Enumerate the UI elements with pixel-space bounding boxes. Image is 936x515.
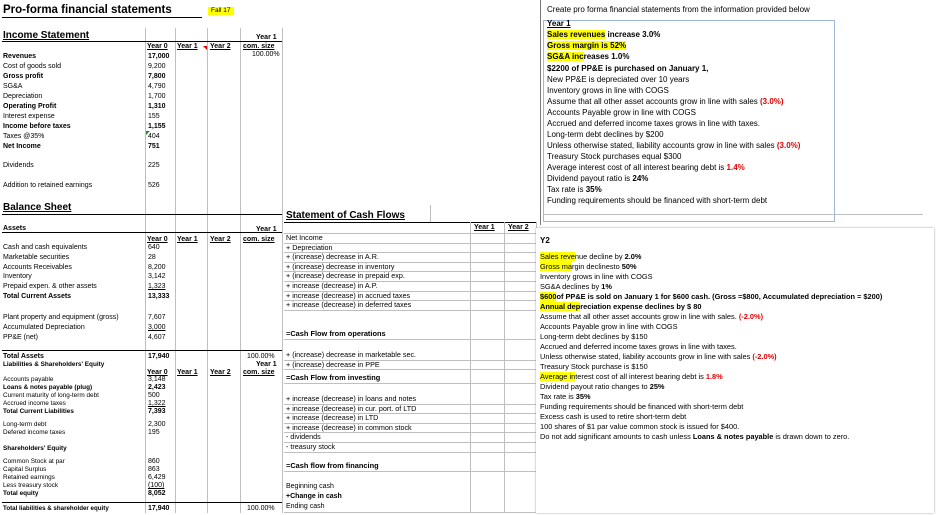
income-row-value[interactable]: 9,200	[148, 63, 166, 70]
n2-l2a: Gross ma	[540, 262, 573, 271]
total-le-label: Total liabilities & shareholder equity	[3, 505, 109, 512]
income-row-value[interactable]: 751	[148, 143, 160, 150]
income-statement-heading: Income Statement	[3, 30, 90, 41]
n1-l11b: (3.0%)	[776, 141, 801, 150]
col-year0: Year 0	[147, 43, 168, 50]
equity-row-value[interactable]: 863	[148, 466, 160, 473]
n2-l13b: terest cost of all interest bearing debt is	[575, 372, 706, 381]
liability-row-label: Total Current Liabilities	[3, 408, 74, 415]
col-year1-comsize-label: Year 1	[256, 34, 277, 41]
n2-l7b: (-2.0%)	[738, 312, 764, 321]
income-row-value[interactable]: 155	[148, 113, 160, 120]
n2-l2b: rgin declinesto	[572, 262, 622, 271]
cf-line-item: + (increase) decrease in inventory	[286, 261, 395, 271]
n2-l19b: Loans & notes payable	[692, 432, 774, 441]
current-asset-row-value[interactable]: 3,142	[148, 273, 166, 281]
cashflow-heading: Statement of Cash Flows	[286, 210, 405, 221]
income-row-label: Income before taxes	[3, 123, 71, 130]
cf-line-item: + increase (decrease) in deferred taxes	[286, 300, 412, 310]
liability-row-label: Loans & notes payable (plug)	[3, 384, 93, 391]
n2-l7a: Assume that all other asset accounts grow in line with sales.	[540, 312, 739, 321]
longterm-row-label: Long-term debt	[3, 421, 47, 428]
n1-l5: New PP&E is depreciated over 10 years	[547, 75, 690, 84]
n2-l9: Long-term debt declines by $150	[540, 332, 648, 341]
retained-value[interactable]: 526	[148, 182, 160, 189]
bs-col-year1: Year 1	[177, 236, 198, 243]
n2-l5b: of PP&E is sold on January 1 for $600 cash. (Gross =$800, Accumulated depreciation = $200)	[556, 292, 883, 301]
cf-line-item: Net Income	[286, 233, 323, 242]
income-row-label: Revenues	[3, 53, 37, 60]
cf-line-item: + increase (decrease) in A.P.	[286, 281, 378, 290]
retained-label: Addition to retained earnings	[3, 182, 93, 189]
n2-l6b: reciation expense declines by $ 80	[580, 302, 702, 311]
bs-col-comsize: com. size	[243, 236, 275, 243]
cf-ending: Ending cash	[286, 503, 325, 510]
cf-line-item: + (increase) decrease in marketable sec.	[286, 350, 417, 359]
col-year2: Year 2	[210, 43, 231, 50]
cf-line-item: + increase (decrease) in accrued taxes	[286, 290, 411, 300]
n2-l1c: 2.0%	[624, 252, 642, 261]
bs-col-year1-label: Year 1	[256, 226, 277, 233]
equity-row-value[interactable]: (100)	[148, 482, 165, 489]
equity-row-value[interactable]: 6,429	[148, 474, 166, 481]
n2-l10: Accrued and deferred income taxes grows in line with taxes.	[540, 342, 737, 351]
liability-row-label: Current maturity of long-term debt	[3, 392, 99, 399]
income-row-label: Taxes @35%	[3, 133, 45, 140]
current-asset-row-label: Cash and cash equivalents	[3, 244, 88, 251]
n2-l15b: 35%	[575, 392, 591, 401]
current-asset-row-value[interactable]: 640	[148, 244, 160, 251]
current-asset-row-label: Accounts Receivables	[3, 263, 72, 271]
total-assets-label: Total Assets	[3, 353, 44, 360]
n2-l11b: (-2.0%)	[752, 352, 777, 361]
n1-l15a: Tax rate is	[547, 185, 586, 194]
cf-inv-total: =Cash Flow from investing	[286, 373, 381, 382]
n1-l6: Inventory grows in line with COGS	[547, 86, 669, 95]
income-row-label: Interest expense	[3, 113, 55, 120]
n2-l19a: Do not add significant amounts to cash unless	[540, 432, 693, 441]
longterm-row-label: Defered income taxes	[3, 429, 66, 436]
fixed-asset-row-value[interactable]: 3,000	[148, 323, 166, 331]
n2-l3: Inventory grows in line with COGS	[540, 272, 653, 281]
liab-equity-label: Liabilities & Shareholders' Equity	[3, 361, 105, 368]
current-asset-row-label: Total Current Assets	[3, 293, 72, 300]
assets-label: Assets	[3, 225, 26, 232]
instructions-year2	[536, 228, 934, 513]
liability-row-value[interactable]: 3,148	[148, 376, 166, 383]
equity-row-value[interactable]: 8,052	[148, 490, 166, 497]
income-row-label: Depreciation	[3, 93, 43, 100]
income-row-value[interactable]: 7,800	[148, 73, 166, 80]
total-le-value[interactable]: 17,940	[148, 505, 170, 512]
n2-l16: Funding requirements should be financed with short-term debt	[540, 402, 744, 411]
sheet-title: Pro-forma financial statements	[3, 4, 172, 16]
liability-row-value[interactable]: 1,322	[148, 400, 166, 407]
notes2-year: Y2	[540, 236, 550, 245]
cf-col-year1: Year 1	[474, 224, 495, 231]
income-row-value[interactable]: 404	[148, 133, 160, 140]
n2-l5a: $600	[540, 292, 557, 301]
n1-l12: Treasury Stock purchases equal $300	[547, 152, 682, 161]
cf-change: +Change in cash	[286, 493, 342, 500]
equity-row-label: Total equity	[3, 490, 39, 497]
n1-l2: Gross margin is 52%	[547, 41, 627, 50]
longterm-row-value[interactable]: 195	[148, 429, 160, 436]
n1-l13a: Average interest cost of all interest bearing debt is	[547, 163, 727, 172]
current-asset-row-value[interactable]: 13,333	[148, 293, 170, 300]
income-row-label: SG&A	[3, 83, 23, 90]
fixed-asset-row-label: Plant property and equipment (gross)	[3, 314, 119, 321]
cf-line-item: + (increase) decrease in PPE	[286, 359, 380, 369]
n1-l14b: 24%	[632, 174, 649, 183]
col-year1: Year 1	[177, 43, 198, 50]
total-assets-value[interactable]: 17,940	[148, 353, 170, 360]
n2-l8: Accounts Payable grow in line with COGS	[540, 322, 678, 331]
income-row-label: Gross profit	[3, 73, 44, 80]
fixed-asset-row-value[interactable]: 4,607	[148, 333, 166, 341]
n1-l8: Accounts Payable grow in line with COGS	[547, 108, 696, 117]
n2-l11a: Unless otherwise stated, liability accounts grow in line with sales	[540, 352, 753, 361]
income-row-value[interactable]: 4,790	[148, 83, 166, 90]
n1-l1a: Sales revenues	[547, 30, 606, 39]
cf-fin-total: =Cash flow from financing	[286, 461, 379, 470]
n1-l16: Funding requirements should be financed with short-term debt	[547, 196, 768, 205]
n2-l1a: Sales reve	[540, 252, 575, 261]
n1-l11a: Unless otherwise stated, liability accounts grow in line with sales	[547, 141, 777, 150]
fixed-asset-row-label: PP&E (net)	[3, 333, 39, 341]
cf-line-item: - treasury stock	[286, 442, 336, 451]
cf-beginning: Beginning cash	[286, 483, 334, 490]
cf-col-year2: Year 2	[508, 224, 529, 231]
n2-l6a: Annual dep	[540, 302, 581, 311]
cf-line-item: + Depreciation	[286, 242, 333, 252]
liability-row-label: Accrued income taxes	[3, 400, 66, 407]
n1-l3a: SG&A inc	[547, 52, 584, 61]
income-row-value[interactable]: 1,700	[148, 93, 166, 100]
n2-l17: Excess cash is used to retire short-term debt	[540, 412, 687, 421]
equity-row-label: Less treasury stock	[3, 482, 59, 489]
col-comsize: com. size	[243, 43, 275, 50]
n2-l12: Treasury Stock purchase is $150	[540, 362, 648, 371]
n2-l4a: SG&A declines by	[540, 282, 602, 291]
current-asset-row-value[interactable]: 28	[148, 253, 156, 261]
n2-l14b: 25%	[649, 382, 665, 391]
cf-line-item: + increase (decrease) in cur. port. of LTD	[286, 403, 417, 413]
n2-l18: 100 shares of $1 par value common stock is issued for $400.	[540, 422, 740, 431]
total-assets-pct: 100.00%	[247, 353, 275, 360]
n1-l15b: 35%	[585, 185, 602, 194]
current-asset-row-value[interactable]: 8,200	[148, 263, 166, 271]
income-row-label: Net Income	[3, 143, 41, 150]
income-row-value[interactable]: 1,155	[148, 123, 166, 130]
dividends-value[interactable]: 225	[148, 162, 160, 169]
n2-l13c: 1.8%	[705, 372, 723, 381]
n1-l9: Accrued and deferred income taxes grows in line with taxes.	[547, 119, 760, 128]
equity-label: Shareholders' Equity	[3, 445, 67, 452]
cf-line-item: + (increase) decrease in prepaid exp.	[286, 271, 405, 281]
liability-row-label: Accounts payable	[3, 376, 54, 383]
liab-col-year2: Year 2	[210, 369, 231, 376]
comsize-value: 100.00%	[252, 51, 280, 58]
liability-row-value[interactable]: 500	[148, 392, 160, 399]
n2-l2c: 50%	[621, 262, 637, 271]
n1-l10: Long-term debt declines by $200	[547, 130, 664, 139]
income-row-value[interactable]: 17,000	[148, 53, 170, 60]
liab-col-comsize: com. size	[243, 369, 275, 376]
income-row-value[interactable]: 1,310	[148, 103, 166, 110]
current-asset-row-value[interactable]: 1,323	[148, 283, 166, 291]
n1-l4: $2200 of PP&E is purchased on January 1,	[547, 64, 709, 73]
cf-line-item: + increase (decrease) in loans and notes	[286, 394, 417, 403]
n1-l1b: increase 3.0%	[605, 30, 661, 39]
equity-row-label: Retained earnings	[3, 474, 55, 481]
cf-line-item: + increase (decrease) in LTD	[286, 413, 379, 423]
equity-row-label: Common Stock at par	[3, 458, 65, 465]
current-asset-row-label: Inventory	[3, 273, 32, 281]
liab-col-year1: Year 1	[177, 369, 198, 376]
n2-l14a: Dividend payout ratio changes to	[540, 382, 650, 391]
n2-l1b: nue decline by	[574, 252, 625, 261]
fixed-asset-row-value[interactable]: 7,607	[148, 314, 166, 321]
n1-l14a: Dividend payout ratio is	[547, 174, 633, 183]
current-asset-row-label: Prepaid expen. & other assets	[3, 283, 97, 291]
instructions-year1	[540, 0, 931, 225]
cf-line-item: + (increase) decrease in A.R.	[286, 252, 379, 262]
n2-l19c: is drawn down to zero.	[773, 432, 850, 441]
n1-l7a: Assume that all other asset accounts grow in line with sales	[547, 97, 760, 106]
n2-l13a: Average in	[540, 372, 576, 381]
liab-col-year0: Year 0	[147, 369, 168, 376]
n2-l15a: Tax rate is	[540, 392, 576, 401]
n1-l3b: reases 1.0%	[583, 52, 630, 61]
balance-sheet-heading: Balance Sheet	[3, 202, 72, 213]
cf-line-item: + increase (decrease) in common stock	[286, 422, 412, 432]
dividends-label: Dividends	[3, 162, 34, 169]
longterm-row-value[interactable]: 2,300	[148, 421, 166, 428]
n2-l4b: 1%	[601, 282, 612, 291]
equity-row-label: Capital Surplus	[3, 466, 47, 473]
equity-row-value[interactable]: 860	[148, 458, 160, 465]
notes1-intro: Create pro forma financial statements from the information provided below	[547, 5, 810, 14]
term-badge: Fall 17	[208, 7, 234, 15]
income-row-label: Operating Profit	[3, 103, 57, 110]
cf-line-item: - dividends	[286, 432, 321, 442]
current-asset-row-label: Marketable securities	[3, 253, 70, 261]
income-row-label: Cost of goods sold	[3, 63, 61, 70]
cf-ops-total: =Cash Flow from operations	[286, 329, 386, 338]
n1-l13b: 1.4%	[726, 163, 745, 172]
total-le-pct: 100.00%	[247, 505, 275, 512]
fixed-asset-row-label: Accumulated Depreciation	[3, 323, 85, 331]
bs-col-year2: Year 2	[210, 236, 231, 243]
n1-l7b: (3.0%)	[760, 97, 784, 106]
notes1-year: Year 1	[547, 19, 571, 28]
liab-col-year1-label: Year 1	[256, 361, 277, 368]
liability-row-value[interactable]: 7,393	[148, 408, 166, 415]
liability-row-value[interactable]: 2,423	[148, 384, 166, 391]
bs-col-year0: Year 0	[147, 236, 168, 243]
